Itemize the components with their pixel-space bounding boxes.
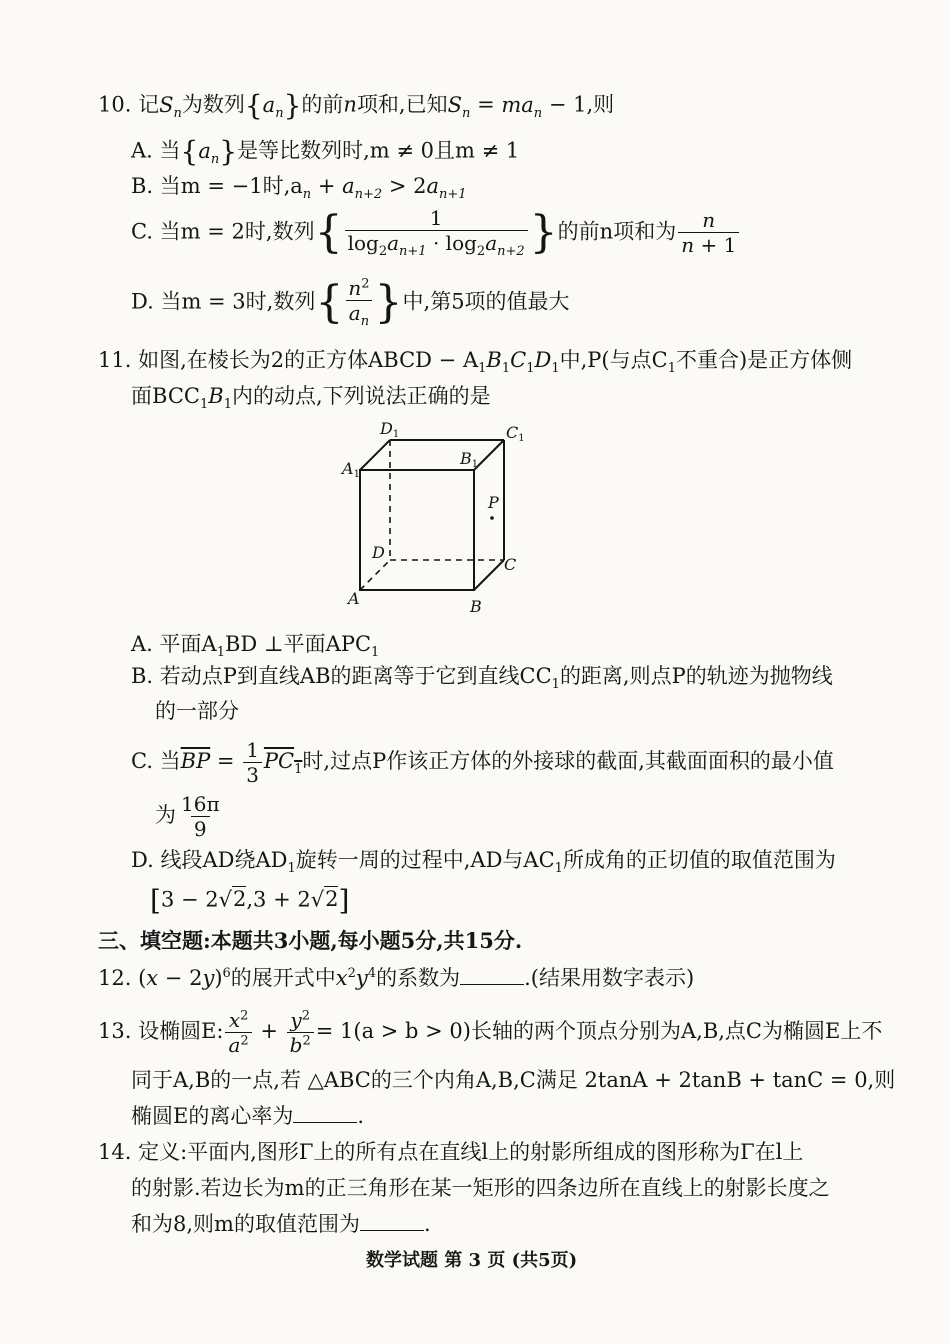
label-c1: C1: [506, 423, 525, 444]
q11-line1: 11. 如图,在棱长为2的正方体ABCD − $A_1B_1C_1D_1$中,P(与点$C_1$不重合)是正方体侧: [98, 348, 853, 377]
q14-answer-blank[interactable]: [360, 1216, 424, 1231]
q10-option-d: D. 当m = 3时,数列{ $\frac{n^2}{a_n}$ }中,第5项的值最大: [131, 276, 570, 329]
q14-line3: 和为8,则m的取值范围为 .: [131, 1212, 431, 1236]
label-b: B: [470, 597, 482, 616]
q13-line3: 椭圆E的离心率为 .: [131, 1104, 365, 1128]
page-footer: 数学试题 第 3 页 (共5页): [366, 1250, 578, 1271]
q10-stem: 10. 记$S_n$为数列$\{a_n\}$的前n项和,已知$S_n = ma_n - 1$,则: [98, 89, 615, 122]
q13-line2: 同于A,B的一点,若 △ABC的三个内角A,B,C满足 2tanA + 2tanB + tanC = 0,则: [131, 1068, 896, 1092]
cube-top-left-edge: [360, 440, 390, 470]
label-c: C: [504, 555, 517, 574]
q11-line2: 面$BCC_1B_1$内的动点,下列说法正确的是: [131, 384, 491, 413]
q11-option-c-line1: C. 当$\overline{BP}$ = $\frac{1}{3}$ $PC_1$时,过点P作该正方体的外接球的截面,其截面面积的最小值: [131, 738, 834, 787]
cube-hidden-left-bottom: [360, 560, 390, 590]
q11-option-c-line2: 为 $\frac{16\pi}{9}$: [155, 792, 220, 841]
label-b1: B1: [460, 449, 479, 470]
q14-line2: 的射影.若边长为m的正三角形在某一矩形的四条边所在直线上的射影长度之: [131, 1176, 830, 1200]
q10-option-b: B. 当m = −1时$,a_n + a_{n+2} > 2a_{n+1}$: [131, 174, 467, 203]
label-d: D: [372, 543, 385, 562]
q14-line1: 14. 定义:平面内,图形Γ上的所有点在直线l上的射影所组成的图形称为Γ在l上: [98, 1140, 804, 1164]
label-p: P: [488, 493, 499, 512]
q11-option-d-line2: [3 − 2√2,3 + 2√2]: [150, 884, 350, 917]
label-a: A: [348, 589, 360, 608]
q10-option-a: A. 当$\{a_n\}$是等比数列时,m ≠ 0且m ≠ 1: [131, 135, 520, 168]
section-3-heading: 三、填空题:本题共3小题,每小题5分,共15分.: [98, 928, 523, 953]
q12: 12. $(x - 2y)^6$的展开式中$x^2y^4$的系数为 .(结果用数字表示): [98, 966, 695, 990]
q12-answer-blank[interactable]: [460, 970, 524, 985]
q13-line1: 13. 设椭圆E: $\frac{x^2}{a^2}$ + $\frac{y^2}{b^2}$ = 1(a > b > 0)长轴的两个顶点分别为A,B,点C为椭圆E上不: [98, 1008, 883, 1057]
q11-option-a: A. 平面$A_1BD$ ⊥平面$APC_1$: [131, 632, 380, 661]
cube-bottom-right-edge: [474, 560, 504, 590]
q13-answer-blank[interactable]: [293, 1108, 357, 1123]
label-a1: A1: [342, 459, 360, 480]
q11-option-b-line1: B. 若动点P到直线AB的距离等于它到直线$CC_1$的距离,则点P的轨迹为抛物线: [131, 664, 833, 693]
label-d1: D1: [380, 419, 400, 440]
cube-figure: [340, 418, 530, 618]
q10-option-c: C. 当m = 2时,数列{ $\frac{1}{\log_2a_{n+1} \cdot \log_2a_{n+2}}$ }的前n项和为 $\frac{n}{n + 1}$: [131, 206, 741, 260]
point-p: [490, 516, 494, 520]
q11-option-d-line1: D. 线段AD绕$AD_1$旋转一周的过程中,AD与$AC_1$所成角的正切值的取值范围为: [131, 848, 836, 877]
cube-top-right-edge: [474, 440, 504, 470]
q11-option-b-line2: 的一部分: [155, 699, 239, 723]
